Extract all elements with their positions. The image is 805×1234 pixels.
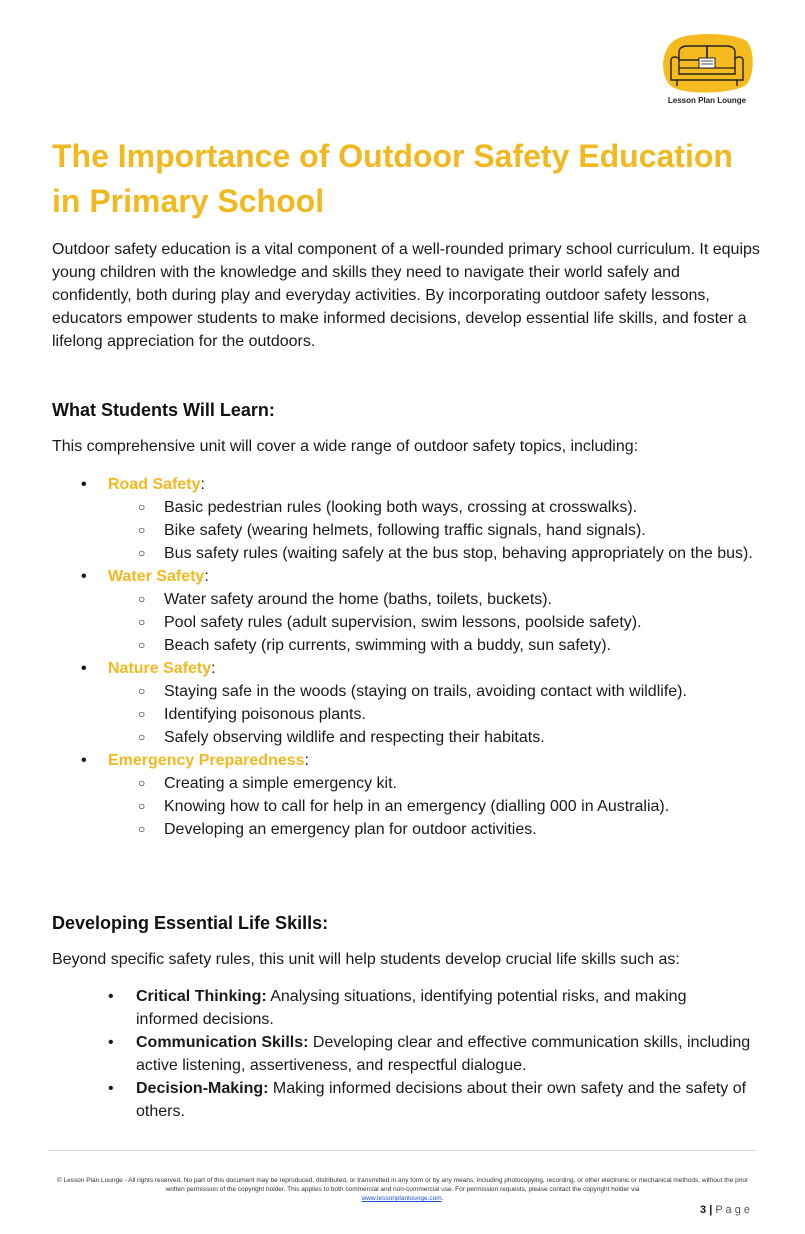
topic-label: Water Safety [108, 568, 205, 585]
circle-bullet-icon: ○ [138, 523, 146, 537]
bullet-icon: • [108, 988, 114, 1005]
intro-paragraph: Outdoor safety education is a vital component of a well-rounded primary school curriculum. It equips young children with the knowledge and skills they need to navigate their world safely and confidently, both during play and everyday activities. By incorporating outdoor safety lessons, educators empower students to make informed decisions, develop essential life skills, and foster a lifelong appreciation for the outdoors. [52, 241, 760, 350]
bullet-icon: • [81, 660, 87, 677]
page-number-value: 3 [700, 1204, 707, 1216]
list-item [52, 542, 772, 565]
list-item [52, 680, 772, 703]
list-item [52, 985, 752, 1031]
topics-list [52, 473, 772, 841]
circle-bullet-icon: ○ [138, 730, 146, 744]
sofa-logo-icon [657, 34, 757, 96]
circle-bullet-icon: ○ [138, 776, 146, 790]
footer-divider [48, 1150, 756, 1151]
page-title: The Importance of Outdoor Safety Education in Primary School [52, 138, 733, 219]
list-item: • Nature Safety: [52, 657, 772, 680]
topic-label: Road Safety [108, 476, 201, 493]
list-item [52, 1077, 752, 1123]
subtopic-text: Bike safety (wearing helmets, following traffic signals, hand signals). [164, 522, 646, 539]
list-item [52, 588, 772, 611]
skills-heading: Developing Essential Life Skills: [52, 913, 329, 933]
circle-bullet-icon: ○ [138, 684, 146, 698]
skill-term: Critical Thinking: [136, 988, 267, 1005]
list-item [52, 519, 772, 542]
circle-bullet-icon: ○ [138, 546, 146, 560]
list-item [52, 818, 772, 841]
circle-bullet-icon: ○ [138, 615, 146, 629]
lesson-plan-lounge-logo [657, 34, 757, 110]
circle-bullet-icon: ○ [138, 822, 146, 836]
page-label: P a g e [715, 1204, 750, 1216]
subtopic-text: Knowing how to call for help in an emergency (dialling 000 in Australia). [164, 798, 670, 815]
list-item: • Road Safety: [52, 473, 772, 496]
skill-text: Developing clear and effective communication skills, including active listening, assertiveness, and respectful dialogue. [136, 1034, 751, 1074]
circle-bullet-icon: ○ [138, 592, 146, 606]
subtopic-text: Identifying poisonous plants. [164, 706, 366, 723]
list-item [52, 795, 772, 818]
bullet-icon: • [81, 568, 87, 585]
bullet-icon: • [108, 1034, 114, 1051]
subtopic-text: Creating a simple emergency kit. [164, 775, 397, 792]
website-link[interactable]: www.lessonplanlounge.com [361, 1195, 442, 1202]
list-item [52, 634, 772, 657]
subtopic-text: Basic pedestrian rules (looking both ways, crossing at crosswalks). [164, 499, 638, 516]
list-item: • Water Safety: [52, 565, 772, 588]
skill-term: Decision-Making: [136, 1080, 269, 1097]
bullet-icon: • [108, 1080, 114, 1097]
bullet-icon: • [81, 476, 87, 493]
subtopic-text: Safely observing wildlife and respecting their habitats. [164, 729, 545, 746]
skills-lead: Beyond specific safety rules, this unit will help students develop crucial life skills such as: [52, 951, 680, 968]
skills-list [52, 985, 752, 1123]
list-item: • Emergency Preparedness: [52, 749, 772, 772]
copyright-text: © Lesson Plan Lounge - All rights reserved. No part of this document may be reproduced, distributed, or transmitted in any form or by any means, including photocopying, recording, or other electronic or mechanical methods, without the prior written permission of the copyright holder. This applies to both commercial and non-commercial use. For permission requests, please contact the copyright holder via [56, 1177, 749, 1193]
list-item [52, 703, 772, 726]
circle-bullet-icon: ○ [138, 638, 146, 652]
subtopic-text: Staying safe in the woods (staying on trails, avoiding contact with wildlife). [164, 683, 687, 700]
circle-bullet-icon: ○ [138, 799, 146, 813]
subtopic-text: Bus safety rules (waiting safely at the bus stop, behaving appropriately on the bus). [164, 545, 753, 562]
bullet-icon: • [81, 752, 87, 769]
skill-text: Making informed decisions about their own safety and the safety of others. [136, 1080, 747, 1120]
list-item [52, 726, 772, 749]
logo-text: Lesson Plan Lounge [667, 96, 747, 105]
skill-text: Analysing situations, identifying potential risks, and making informed decisions. [136, 988, 687, 1028]
page-separator: | [709, 1204, 713, 1216]
list-item [52, 611, 772, 634]
learn-lead: This comprehensive unit will cover a wide range of outdoor safety topics, including: [52, 438, 639, 455]
topic-label: Emergency Preparedness [108, 752, 305, 769]
learn-heading: What Students Will Learn: [52, 400, 275, 420]
subtopic-text: Developing an emergency plan for outdoor activities. [164, 821, 537, 838]
skill-term: Communication Skills: [136, 1034, 309, 1051]
footer-copyright [55, 1176, 750, 1203]
circle-bullet-icon: ○ [138, 500, 146, 514]
subtopic-text: Beach safety (rip currents, swimming with a buddy, sun safety). [164, 637, 611, 654]
circle-bullet-icon: ○ [138, 707, 146, 721]
list-item [52, 1031, 752, 1077]
link-suffix: . [441, 1195, 444, 1202]
topic-label: Nature Safety [108, 660, 212, 677]
subtopic-text: Pool safety rules (adult supervision, swim lessons, poolside safety). [164, 614, 642, 631]
list-item [52, 772, 772, 795]
page-number [700, 1204, 750, 1216]
list-item [52, 496, 772, 519]
subtopic-text: Water safety around the home (baths, toilets, buckets). [164, 591, 553, 608]
